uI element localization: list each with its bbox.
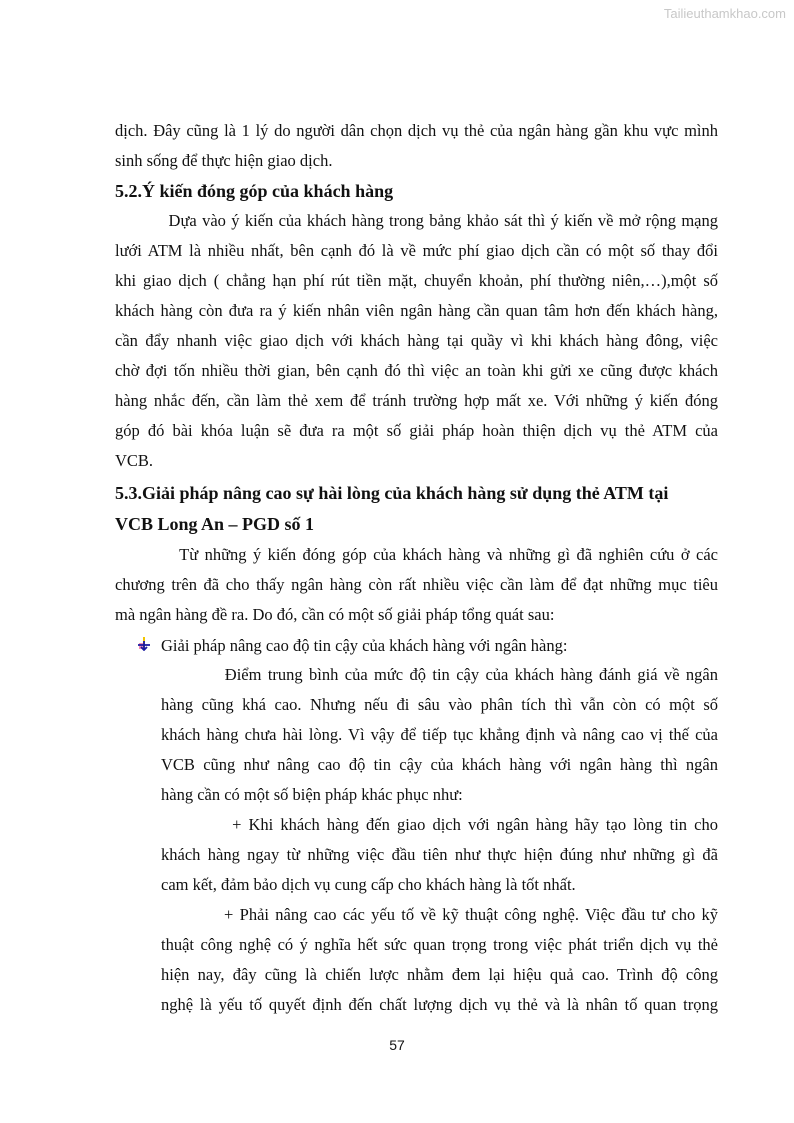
watermark: Tailieuthamkhao.com <box>663 6 786 21</box>
paragraph-line: hàng cũng khá cao. Nhưng nếu đi sâu vào phân tích thì vẫn còn có một số <box>161 695 718 714</box>
paragraph-line: + Khi khách hàng đến giao dịch với ngân hàng hãy tạo lòng tin cho <box>161 815 718 834</box>
paragraph-line: góp đó bài khóa luận sẽ đưa ra một số giải pháp hoàn thiện dịch vụ thẻ ATM của <box>115 421 718 440</box>
section-heading-5-2: 5.2.Ý kiến đóng góp của khách hàng <box>115 181 394 201</box>
paragraph-line: VCB. <box>115 451 154 470</box>
paragraph-line: hàng cần có một số biện pháp khác phục như: <box>161 785 463 804</box>
paragraph-line: khách hàng còn đưa ra ý kiến nhân viên ngân hàng cần quan tâm hơn đến khách hàng, <box>115 301 718 320</box>
section-heading-5-3-line2: VCB Long An – PGD số 1 <box>115 514 315 534</box>
paragraph-line: + Phải nâng cao các yếu tố về kỹ thuật công nghệ. Việc đầu tư cho kỹ <box>161 905 718 924</box>
paragraph-line: lưới ATM là nhiều nhất, bên cạnh đó là về mức phí giao dịch cần có một số thay đổi <box>115 241 718 260</box>
paragraph-line: dịch. Đây cũng là 1 lý do người dân chọn dịch vụ thẻ của ngân hàng gần khu vực mình <box>115 121 718 140</box>
arrow-bullet-icon <box>137 637 151 651</box>
page-number: 57 <box>389 1037 405 1053</box>
paragraph-line: chờ đợi tốn nhiều thời gian, bên cạnh đó thì việc an toàn khi gửi xe cũng được khách <box>115 361 718 380</box>
paragraph-line: khách hàng ngay từ những việc đầu tiên như thực hiện đúng như những gì đã <box>161 845 718 864</box>
paragraph-line: Điểm trung bình của mức độ tin cậy của khách hàng đánh giá về ngân <box>161 665 718 684</box>
paragraph-line: VCB cũng như nâng cao độ tin cậy của khách hàng với ngân hàng thì ngân <box>161 755 718 774</box>
paragraph-line: khi giao dịch ( chẳng hạn phí rút tiền mặt, chuyển khoản, phí thường niên,…),một số <box>115 271 718 290</box>
paragraph-line: mà ngân hàng đề ra. Do đó, cần có một số giải pháp tổng quát sau: <box>115 605 555 624</box>
paragraph-line: hiện nay, đây cũng là chiến lược nhằm đem lại hiệu quả cao. Trình độ công <box>161 965 718 984</box>
paragraph-line: chương trên đã cho thấy ngân hàng còn rất nhiều việc cần làm để đạt những mục tiêu <box>115 575 718 594</box>
paragraph-line: Từ những ý kiến đóng góp của khách hàng và những gì đã nghiên cứu ở các <box>115 545 718 564</box>
paragraph-line: cần đẩy nhanh việc giao dịch với khách hàng tại quầy vì khi khách hàng đông, việc <box>115 331 718 350</box>
paragraph-line: sinh sống để thực hiện giao dịch. <box>115 151 333 170</box>
paragraph-line: hàng nhắc đến, cần làm thẻ xem để tránh trường hợp mất xe. Với những ý kiến đóng <box>115 391 718 410</box>
paragraph-line: thuật công nghệ có ý nghĩa hết sức quan trọng trong việc phát triển dịch vụ thẻ <box>161 935 718 954</box>
paragraph-line: Dựa vào ý kiến của khách hàng trong bảng khảo sát thì ý kiến về mở rộng mạng <box>115 211 718 230</box>
paragraph-line: cam kết, đảm bảo dịch vụ cung cấp cho khách hàng là tốt nhất. <box>161 875 576 894</box>
section-heading-5-3-line1: 5.3.Giải pháp nâng cao sự hài lòng của khách hàng sử dụng thẻ ATM tại <box>115 483 669 503</box>
paragraph-line: nghệ là yếu tố quyết định đến chất lượng dịch vụ thẻ và là nhân tố quan trọng <box>161 995 718 1014</box>
paragraph-line: khách hàng chưa hài lòng. Vì vậy để tiếp tục khẳng định và nâng cao vị thế của <box>161 725 718 744</box>
bullet-item-label: Giải pháp nâng cao độ tin cậy của khách hàng với ngân hàng: <box>161 636 568 655</box>
